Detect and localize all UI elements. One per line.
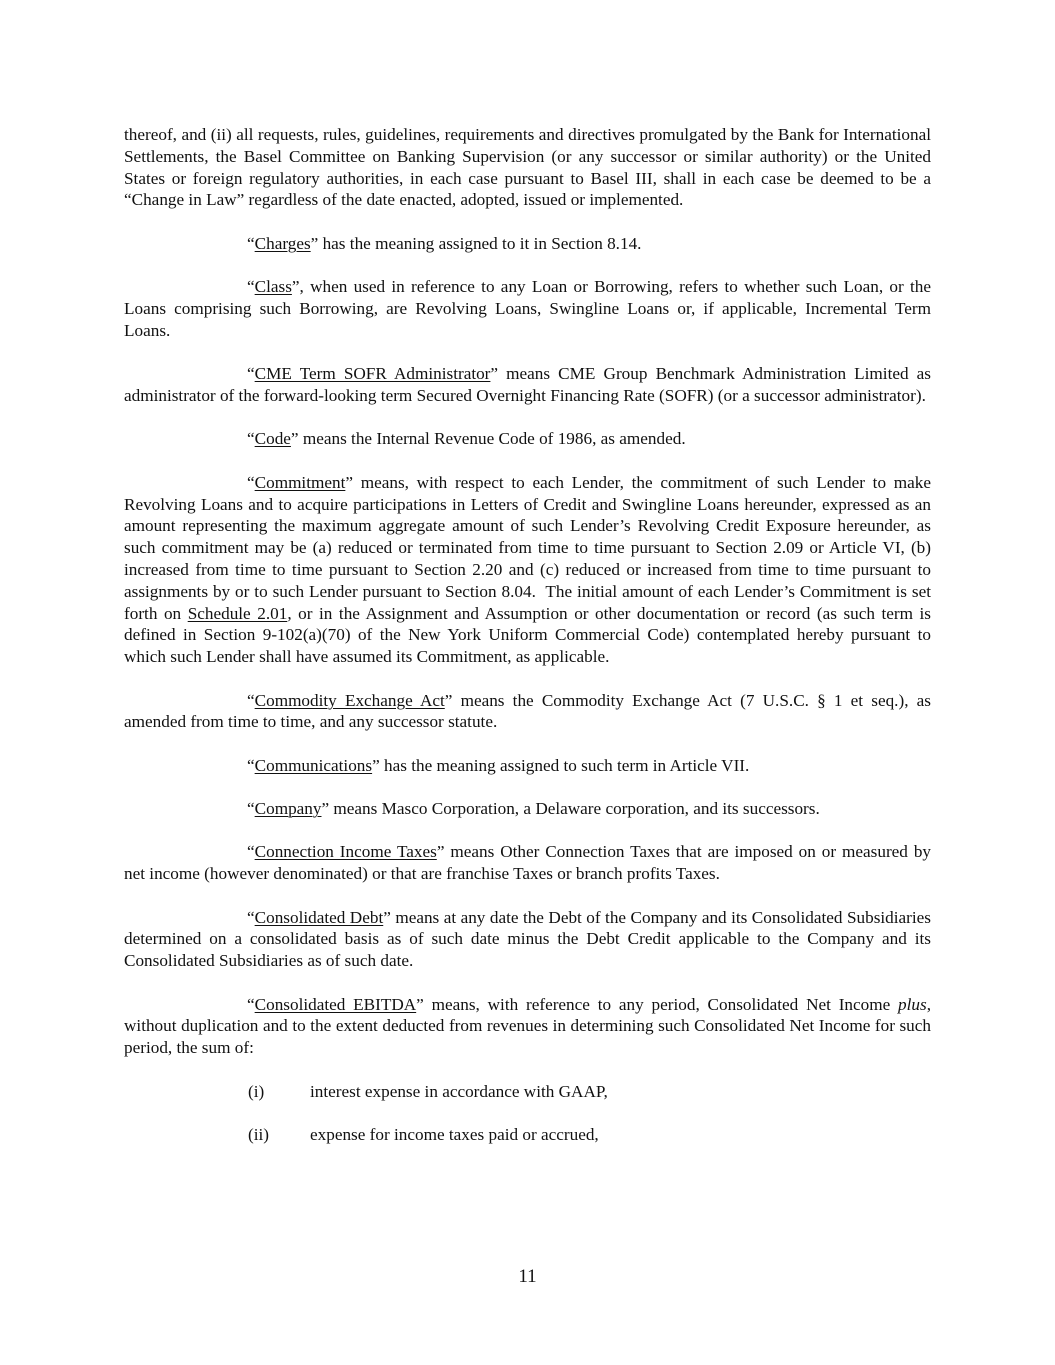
intro-paragraph: thereof, and (ii) all requests, rules, guidelines, requirements and directives promulgated by the Bank for International Settlements, the Basel Committee on Banking Supervision (or any successor or similar authority) or the United States or foreign regulatory authorities, in each case pursuant to Basel III, shall in each case be deemed to be a “Change in Law” regardless of the date enacted, adopted, issued or implemented. (124, 125, 931, 210)
definition-company (124, 798, 931, 820)
definition-text: , or in the Assignment and Assumption or other documentation or record (as such term is defined in Section 9-102(a)(70) of the New York Uniform Commercial Code) contemplated hereby pursuant to which such Lender shall have assumed its Commitment, as applicable. (124, 603, 931, 667)
list-item-text: expense for income taxes paid or accrued, (310, 1124, 599, 1144)
open-quote: “ (247, 799, 255, 819)
open-quote: “ (247, 755, 255, 775)
open-quote: “ (247, 690, 255, 710)
open-quote: “ (247, 472, 255, 492)
definition-communications (124, 755, 931, 777)
definition-text: ” means Other Connection Taxes that are imposed on or measured by net income (however denominated) or that are franchise Taxes or branch profits Taxes. (124, 842, 932, 884)
definition-class (124, 276, 931, 341)
defined-term: Communications (254, 755, 373, 775)
defined-term: Connection Income Taxes (254, 842, 437, 862)
defined-term: Consolidated Debt (254, 907, 384, 927)
defined-term: CME Term SOFR Administrator (254, 364, 491, 384)
definition-text: ” means the Internal Revenue Code of 1986, as amended. (290, 429, 686, 449)
defined-term: Class (254, 277, 292, 297)
definition-text: ”, when used in reference to any Loan or Borrowing, refers to whether such Loan, or the Loans comprising such Borrowing, are Revolving Loans, Swingline Loans or, if applicable, Incremental Term Loans. (124, 277, 931, 340)
italic-plus: plus (898, 994, 927, 1014)
open-quote: “ (247, 994, 255, 1014)
definition-consolidated-debt (124, 907, 931, 972)
open-quote: “ (247, 364, 255, 384)
definition-text: ” has the meaning assigned to it in Section 8.14. (310, 233, 642, 253)
list-item (124, 1124, 931, 1146)
open-quote: “ (247, 842, 255, 862)
defined-term: Code (254, 429, 291, 449)
schedule-reference: Schedule 2.01 (187, 603, 288, 623)
definition-text: ” means, with reference to any period, Consolidated Net Income (416, 994, 899, 1014)
list-item (124, 1081, 931, 1103)
definition-text: , without duplication and to the extent deducted from revenues in determining such Consolidated Net Income for such period, the sum of: (124, 994, 931, 1058)
definition-commodity-exchange-act (124, 690, 931, 734)
definition-code (124, 428, 931, 450)
page-number: 11 (518, 1266, 537, 1287)
document-page (124, 124, 931, 1167)
list-item-number: (i) (248, 1081, 265, 1101)
defined-term: Charges (254, 233, 311, 253)
definition-consolidated-ebitda (124, 994, 931, 1059)
open-quote: “ (247, 429, 255, 449)
definition-commitment (124, 472, 931, 668)
open-quote: “ (247, 277, 255, 297)
definition-text: ” means at any date the Debt of the Company and its Consolidated Subsidiaries determined on a consolidated basis as of such date minus the Debt Credit applicable to the Company and its Consolidated Subsidiaries as of such date. (124, 907, 931, 971)
definition-charges (124, 233, 931, 255)
definition-connection-income-taxes (124, 841, 931, 885)
open-quote: “ (247, 233, 255, 253)
defined-term: Company (254, 799, 322, 819)
definition-cme-term-sofr-administrator (124, 363, 931, 407)
definition-text: ” means, with respect to each Lender, the commitment of such Lender to make Revolving Loans and to acquire participations in Letters of Credit and Swingline Loans hereunder, expressed as an amount representing the maximum aggregate amount of such Lender’s Revolving Credit Exposure hereunder, as such commitment may be (a) reduced or terminated from time to time pursuant to Section 2.09 or Article VI, (b) increased from time to time pursuant to Section 2.20 and (c) reduced or increased from time to time pursuant to assignments by or to such Lender pursuant to Section 8.04. The initial amount of each Lender’s Commitment is set forth on (124, 472, 931, 623)
list-item-number: (ii) (248, 1124, 269, 1144)
defined-term: Consolidated EBITDA (254, 994, 417, 1014)
definition-text: ” means CME Group Benchmark Administration Limited as administrator of the forward-looking term Secured Overnight Financing Rate (SOFR) (or a successor administrator). (124, 364, 932, 405)
definition-text: ” means the Commodity Exchange Act (7 U.S.C. § 1 et seq.), as amended from time to time, and any successor statute. (124, 690, 931, 732)
definition-text: ” means Masco Corporation, a Delaware corporation, and its successors. (321, 799, 820, 819)
defined-term: Commitment (254, 472, 346, 492)
list-item-text: interest expense in accordance with GAAP, (310, 1081, 608, 1101)
open-quote: “ (247, 907, 255, 927)
defined-term: Commodity Exchange Act (254, 690, 445, 710)
definition-text: ” has the meaning assigned to such term in Article VII. (372, 755, 750, 775)
